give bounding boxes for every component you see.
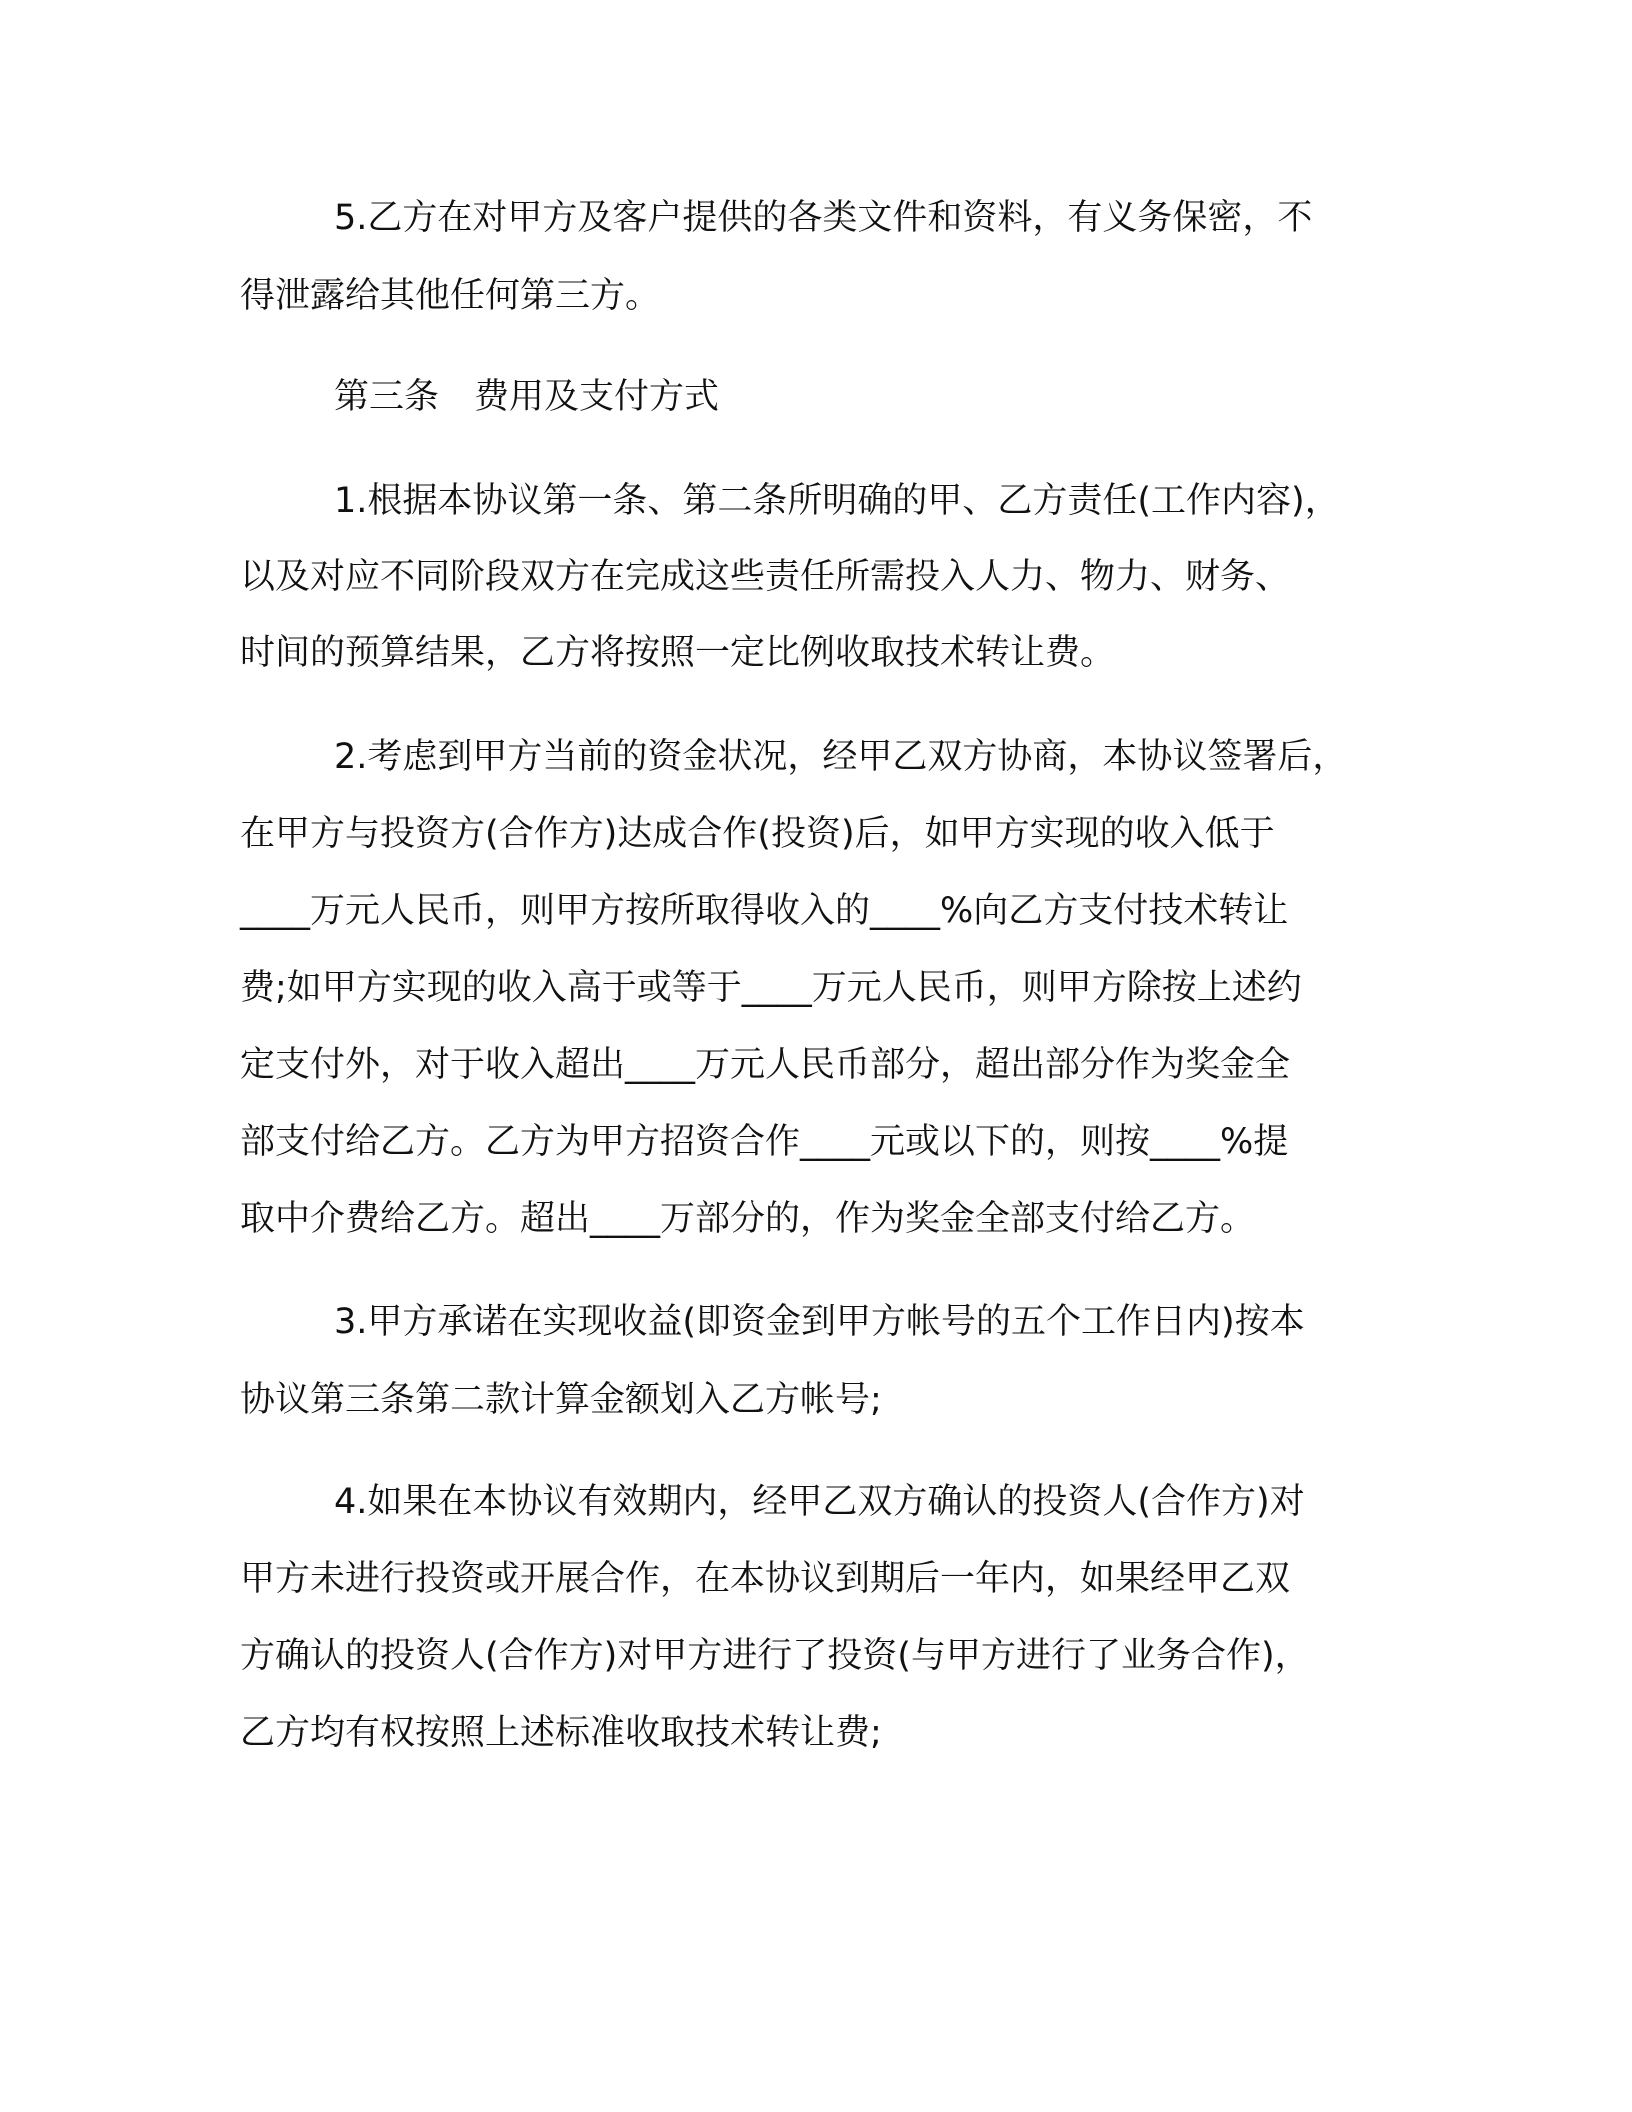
text-line: 协议第三条第二款计算金额划入乙方帐号; <box>240 1380 882 1420</box>
paragraph-clause-5 <box>240 198 1390 316</box>
text-line: 1.根据本协议第一条、第二条所明确的甲、乙方责任(工作内容)， <box>334 481 1340 521</box>
paragraph-item-2 <box>240 737 1390 1239</box>
text-line: 2.考虑到甲方当前的资金状况，经甲乙双方协商，本协议签署后， <box>334 737 1348 777</box>
text-line: ____万元人民币，则甲方按所取得收入的____%向乙方支付技术转让 <box>240 891 1289 931</box>
text-line: 甲方未进行投资或开展合作，在本协议到期后一年内，如果经甲乙双 <box>240 1559 1291 1599</box>
text-line: 5.乙方在对甲方及客户提供的各类文件和资料，有义务保密，不 <box>334 198 1313 238</box>
text-line: 取中介费给乙方。超出____万部分的，作为奖金全部支付给乙方。 <box>240 1199 1256 1239</box>
paragraph-item-1 <box>240 481 1390 673</box>
paragraph-item-3 <box>240 1302 1390 1420</box>
text-line: 部支付给乙方。乙方为甲方招资合作____元或以下的，则按____%提 <box>240 1122 1289 1162</box>
text-line: 以及对应不同阶段双方在完成这些责任所需投入人力、物力、财务、 <box>240 557 1291 597</box>
paragraph-item-4 <box>240 1482 1390 1753</box>
heading-text: 第三条 费用及支付方式 <box>334 377 720 417</box>
text-line: 4.如果在本协议有效期内，经甲乙双方确认的投资人(合作方)对 <box>334 1482 1305 1522</box>
text-line: 时间的预算结果，乙方将按照一定比例收取技术转让费。 <box>240 633 1116 673</box>
text-line: 乙方均有权按照上述标准收取技术转让费; <box>240 1713 882 1753</box>
text-line: 得泄露给其他任何第三方。 <box>240 276 661 316</box>
text-line: 定支付外，对于收入超出____万元人民币部分，超出部分作为奖金全 <box>240 1045 1291 1085</box>
text-line: 方确认的投资人(合作方)对甲方进行了投资(与甲方进行了业务合作)， <box>240 1636 1310 1676</box>
text-line: 费;如甲方实现的收入高于或等于____万元人民币，则甲方除按上述约 <box>240 968 1302 1008</box>
text-line: 3.甲方承诺在实现收益(即资金到甲方帐号的五个工作日内)按本 <box>334 1302 1305 1342</box>
text-line: 在甲方与投资方(合作方)达成合作(投资)后，如甲方实现的收入低于 <box>240 814 1275 854</box>
section-heading <box>240 377 1390 417</box>
